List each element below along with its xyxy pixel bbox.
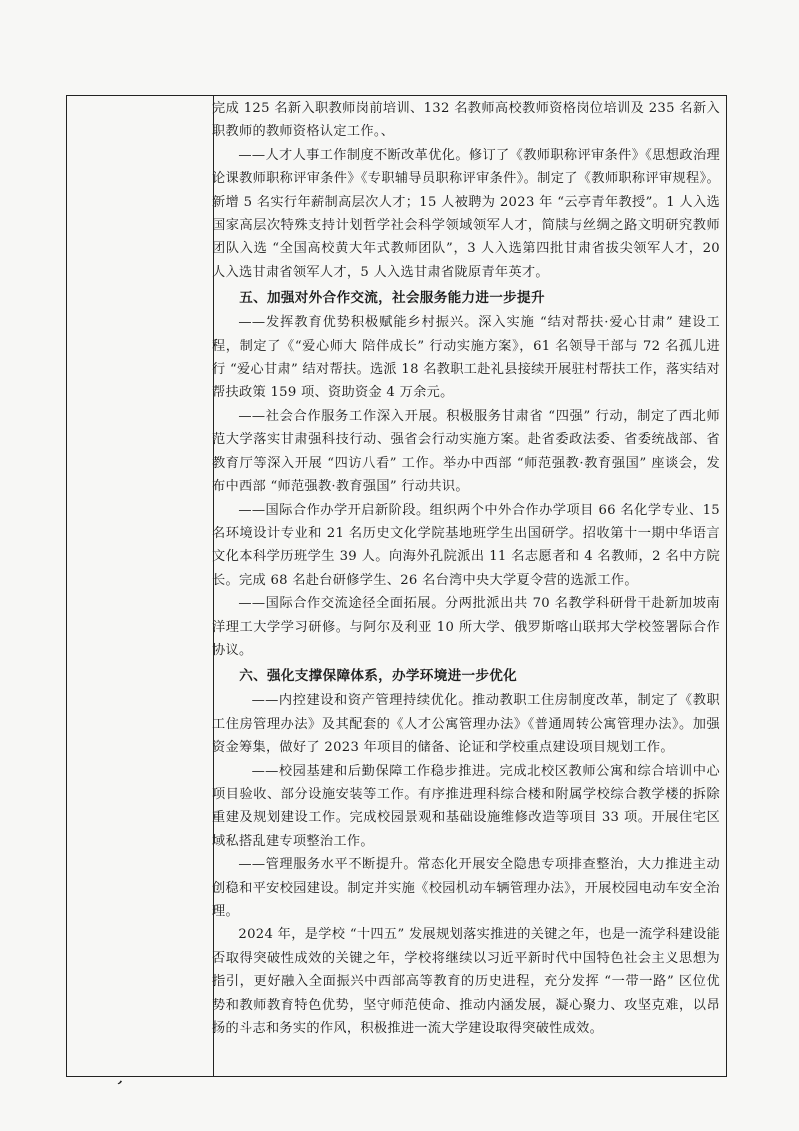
paragraph-infrastructure: ——校园基建和后勤保障工作稳步推进。完成北校区教师公寓和综合培训中心项目验收、部分设施安装等工作。有序推进理科综合楼和附属学校综合教学楼的拆除重建及规划建设工作。完成校园景观和基础设施维修改造等项目 33 项。开展住宅区域私搭乱建专项整治工作。 (212, 763, 720, 849)
paragraph-management-service: ——管理服务水平不断提升。常态化开展安全隐患专项排查整治，大力推进主动创稳和平安校园建设。制定并实施《校园机动车辆管理办法》，开展校园电动车安全治理。 (212, 857, 720, 919)
section-heading-5: 五、加强对外合作交流，社会服务能力进一步提升 (239, 290, 545, 307)
paragraph-social-cooperation: ——社会合作服务工作深入开展。积极服务甘肃省 “四强” 行动，制定了西北师范大学落实甘肃强科技行动、强省会行动实施方案。赴省委政法委、省委统战部、省教育厅等深入开展 “四访八看” 工作。举办中西部 “师范强教·教育强国” 座谈会，发布中西部 “师范强教·教育强国” 行动共识。 (212, 408, 720, 495)
section-heading-6: 六、强化支撑保障体系，办学环境进一步优化 (239, 668, 518, 685)
paragraph-outlook-2024: 2024 年，是学校 “十四五” 发展规划落实推进的关键之年，也是一流学科建设能否取得突破性成效的关键之年，学校将继续以习近平新时代中国特色社会主义思想为指引，更好融入全面振兴中西部高等教育的历史进程，充分发挥 “一带一路” 区位优势和教师教育特色优势，坚守师范使命、推动内涵发展，凝心聚力、攻坚克难，以昂扬的斗志和务实的作风，积极推进一流大学建设取得突破性成效。 (212, 927, 720, 1037)
paragraph-international-schooling: ——国际合作办学开启新阶段。组织两个中外合作办学项目 66 名化学专业、15 名环境设计专业和 21 名历史文化学院基地班学生出国研学。招收第十一期中华语言文化本科学历班学生 39 人。向海外孔院派出 11 名志愿者和 4 名教师，2 名中方院长。完成 68 名赴台研修学生、26 名台湾中央大学夏令营的选派工作。 (212, 502, 720, 588)
paragraph-internal-control: ——内控建设和资产管理持续优化。推动教职工住房制度改革，制定了《教职工住房管理办法》及其配套的《人才公寓管理办法》《普通周转公寓管理办法》。加强资金筹集，做好了 2023 年项目的储备、论证和学校重点建设项目规划工作。 (212, 693, 720, 756)
paragraph-personnel-reform: ——人才人事工作制度不断改革优化。修订了《教师职称评审条件》《思想政治理论课教师职称评审条件》《专职辅导员职称评审条件》。制定了《教师职称评审规程》。新增 5 名实行年薪制高层次人才；15 人被聘为 2023 年 “云亭青年教授”。1 人入选国家高层次特殊支持计划哲学社会科学领域领军人才，简牍与丝绸之路文明研究教师团队入选 “全国高校黄大年式教师团队”，3 人入选第四批甘肃省拔尖领军人才，20 人入选甘肃省领军人才，5 人入选甘肃省陇原青年英才。 (212, 147, 720, 280)
report-body (212, 97, 720, 1040)
paragraph-training: 完成 125 名新入职教师岗前培训、132 名教师高校教师资格岗位培训及 235 名新入职教师的教师资格认定工作。、 (212, 101, 720, 140)
pen-mark: ʼ (109, 1076, 124, 1099)
paragraph-international-exchange: ——国际合作交流途径全面拓展。分两批派出共 70 名教学科研骨干赴新加坡南洋理工大学学习研修。与阿尔及利亚 10 所大学、俄罗斯喀山联邦大学校签署际合作协议。 (212, 596, 720, 658)
paragraph-rural-revitalization: ——发挥教育优势积极赋能乡村振兴。深入实施 “结对帮扶·爱心甘肃” 建设工程，制定了《“爱心师大 陪伴成长” 行动实施方案》，61 名领导干部与 72 名孤儿进行 “爱心甘肃” 结对帮扶。选派 18 名教职工赴礼县接续开展驻村帮扶工作，落实结对帮扶政策 159 项、资助资金 4 万余元。 (212, 315, 721, 401)
